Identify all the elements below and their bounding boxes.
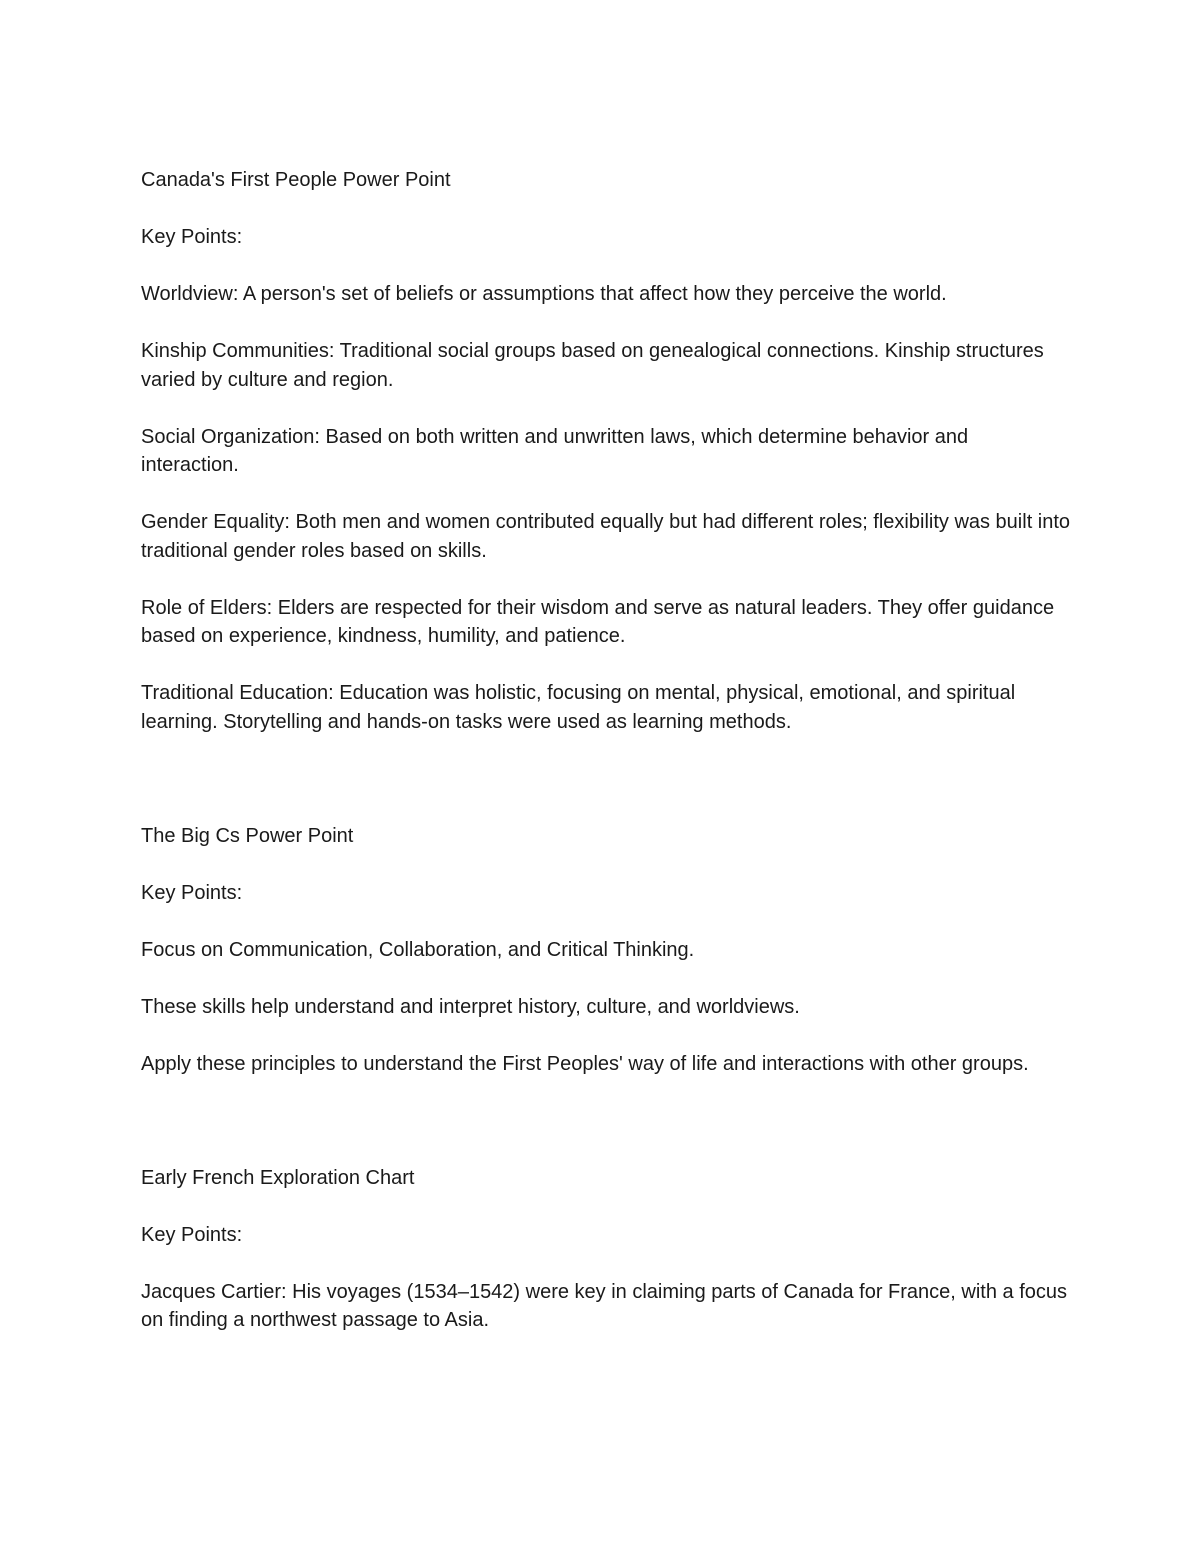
- paragraph-kinship: Kinship Communities: Traditional social groups based on genealogical connections. Kinship structures varied by culture and region.: [141, 340, 1044, 391]
- paragraph-gender-equality: Gender Equality: Both men and women contributed equally but had different roles; flexibility was built into traditional gender roles based on skills.: [141, 511, 1071, 562]
- section-french-exploration: [141, 1164, 1071, 1335]
- document-body: [141, 166, 1071, 1363]
- paragraph-focus: Focus on Communication, Collaboration, and Critical Thinking.: [141, 938, 695, 961]
- paragraph-jacques-cartier: Jacques Cartier: His voyages (1534–1542) were key in claiming parts of Canada for France, with a focus on finding a northwest passage to Asia.: [141, 1280, 1068, 1331]
- paragraph-skills: These skills help understand and interpret history, culture, and worldviews.: [141, 995, 800, 1018]
- paragraph-social-organization: Social Organization: Based on both written and unwritten laws, which determine behavior and interaction.: [141, 425, 969, 476]
- paragraph-apply: Apply these principles to understand the First Peoples' way of life and interactions with other groups.: [141, 1052, 1029, 1075]
- section-first-people: [141, 166, 1071, 736]
- key-points-label: Key Points:: [141, 881, 243, 904]
- paragraph-traditional-education: Traditional Education: Education was holistic, focusing on mental, physical, emotional, and spiritual learning. Storytelling and hands-on tasks were used as learning methods.: [141, 682, 1016, 733]
- section-title: Canada's First People Power Point: [141, 169, 451, 191]
- key-points-label: Key Points:: [141, 226, 243, 248]
- section-big-cs: [141, 822, 1071, 1079]
- section-title: The Big Cs Power Point: [141, 824, 354, 847]
- section-title: Early French Exploration Chart: [141, 1166, 415, 1189]
- paragraph-worldview: Worldview: A person's set of beliefs or assumptions that affect how they perceive the world.: [141, 283, 947, 305]
- paragraph-role-of-elders: Role of Elders: Elders are respected for their wisdom and serve as natural leaders. They offer guidance based on experience, kindness, humility, and patience.: [141, 596, 1055, 647]
- key-points-label: Key Points:: [141, 1223, 243, 1246]
